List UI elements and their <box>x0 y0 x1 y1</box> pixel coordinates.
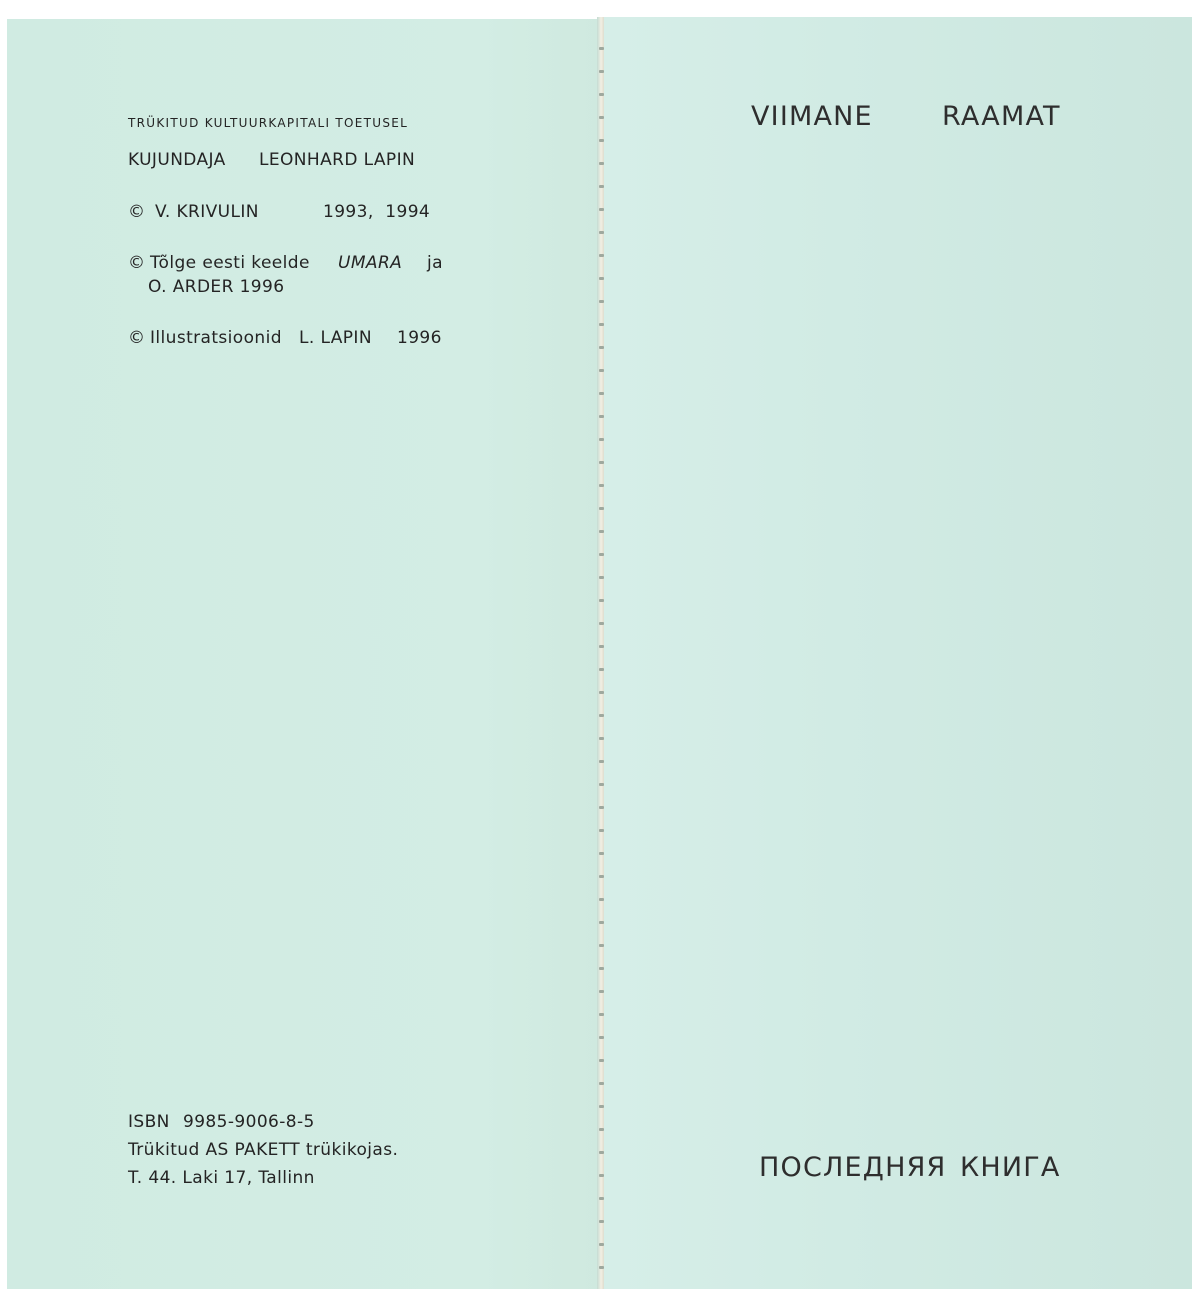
left-page <box>7 19 599 1289</box>
translator-arder: O. ARDER 1996 <box>148 277 285 297</box>
translation-text: Tõlge eesti keelde <box>150 253 310 273</box>
isbn-label: ISBN <box>128 1112 170 1132</box>
illustrations-text: Illustratsioonid <box>150 328 282 348</box>
designer-label: KUJUNDAJA <box>128 150 226 170</box>
copyright-mark: © <box>128 328 146 348</box>
title-russian-word-1: ПОСЛЕДНЯЯ <box>759 1152 947 1183</box>
author-name: V. KRIVULIN <box>155 202 259 222</box>
title-russian-word-2: КНИГА <box>960 1152 1061 1183</box>
printer-line: Trükitud AS PAKETT trükikojas. <box>128 1140 399 1160</box>
illustrations-year: 1996 <box>397 328 442 348</box>
translator-umara: UMARA <box>338 253 403 273</box>
title-estonian-word-1: VIIMANE <box>751 101 873 132</box>
translation-conjunction: ja <box>427 253 443 273</box>
copyright-mark: © <box>128 253 146 273</box>
author-years: 1993, 1994 <box>323 202 431 222</box>
copyright-mark: © <box>128 202 146 222</box>
address-line: T. 44. Laki 17, Tallinn <box>128 1168 315 1188</box>
illustrator-name: L. LAPIN <box>299 328 372 348</box>
funding-line: TRÜKITUD KULTUURKAPITALI TOETUSEL <box>128 116 409 130</box>
designer-name: LEONHARD LAPIN <box>259 150 416 170</box>
isbn-number: 9985-9006-8-5 <box>183 1112 315 1132</box>
title-estonian-word-2: RAAMAT <box>942 101 1061 132</box>
right-page <box>604 17 1192 1289</box>
